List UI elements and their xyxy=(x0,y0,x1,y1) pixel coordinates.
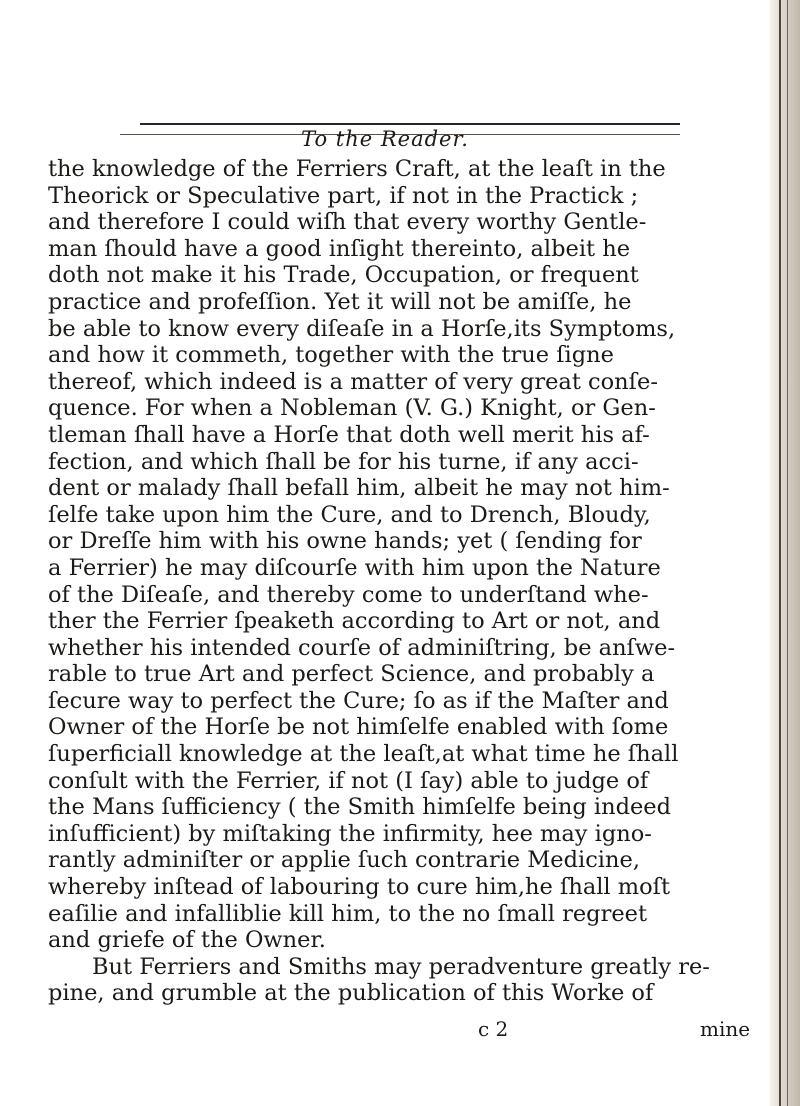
text-line: rable to true Art and perfect Science, and probably a xyxy=(48,661,655,688)
text-line: whereby inſtead of labouring to cure him,he ſhall moſt xyxy=(48,874,671,901)
text-line: inſufficient) by miſtaking the infirmity, hee may igno- xyxy=(48,820,652,847)
page-edge-line xyxy=(787,0,788,1106)
text-line: the knowledge of the Ferriers Craft, at the leaſt in the xyxy=(48,156,666,182)
text-line: practice and profeſſion. Yet it will not be amiſſe, he xyxy=(48,288,632,315)
text-line: and griefe of the Owner. xyxy=(48,927,326,954)
text-line: dent or malady ſhall befall him, albeit he may not him- xyxy=(48,475,670,502)
text-line: rantly adminiſter or applie ſuch contrarie Medicine, xyxy=(48,847,640,874)
text-line: quence. For when a Nobleman (V. G.) Knight, or Gen- xyxy=(48,395,656,422)
page-edge-line xyxy=(779,0,781,1106)
header-rule xyxy=(140,123,680,125)
page-footer xyxy=(0,1017,770,1045)
text-line: ſuperficiall knowledge at the leaſt,at what time he ſhall xyxy=(48,741,679,768)
text-line: But Ferriers and Smiths may peradventure greatly re- xyxy=(92,953,710,980)
text-line: of the Diſeaſe, and thereby come to underſtand whe- xyxy=(48,581,649,608)
text-line: pine, and grumble at the publication of this Worke of xyxy=(48,980,654,1007)
signature-mark: c 2 xyxy=(478,1017,509,1041)
text-line: fection, and which ſhall be for his turne, if any acci- xyxy=(48,448,639,475)
text-line: conſult with the Ferrier, if not (I ſay) able to judge of xyxy=(48,767,649,794)
text-line: a Ferrier) he may diſcourſe with him upon the Nature xyxy=(48,554,661,581)
text-line: and how it commeth, together with the true ſigne xyxy=(48,342,614,369)
text-line: ſecure way to perfect the Cure; ſo as if the Maſter and xyxy=(48,687,669,714)
body-text xyxy=(48,156,748,1007)
text-line: Theorick or Speculative part, if not in the Practick ; xyxy=(48,182,639,209)
text-line: Owner of the Horſe be not himſelfe enabled with ſome xyxy=(48,714,669,741)
text-line: the Mans ſufficiency ( the Smith himſelfe being indeed xyxy=(48,794,672,821)
text-line: and therefore I could wiſh that every worthy Gentle- xyxy=(48,209,647,236)
text-line: tleman ſhall have a Horſe that doth well merit his af- xyxy=(48,421,650,448)
running-header: To the Reader. xyxy=(301,127,469,151)
text-line: doth not make it his Trade, Occupation, or frequent xyxy=(48,262,639,289)
page-edge xyxy=(770,0,800,1106)
text-line: ther the Ferrier ſpeaketh according to Art or not, and xyxy=(48,608,661,635)
text-line: ſelfe take upon him the Cure, and to Drench, Bloudy, xyxy=(48,501,651,528)
text-line: be able to know every diſeaſe in a Horſe,its Symptoms, xyxy=(48,315,676,342)
text-line: whether his intended courſe of adminiſtring, be anſwe- xyxy=(48,634,676,661)
catchword: mine xyxy=(700,1017,751,1041)
text-line: eaſilie and infalliblie kill him, to the no ſmall regreet xyxy=(48,900,648,927)
text-line: man ſhould have a good inſight thereinto, albeit he xyxy=(48,235,631,262)
text-line: or Dreſſe him with his owne hands; yet ( ſending for xyxy=(48,528,642,555)
text-line: thereof, which indeed is a matter of very great conſe- xyxy=(48,368,658,395)
